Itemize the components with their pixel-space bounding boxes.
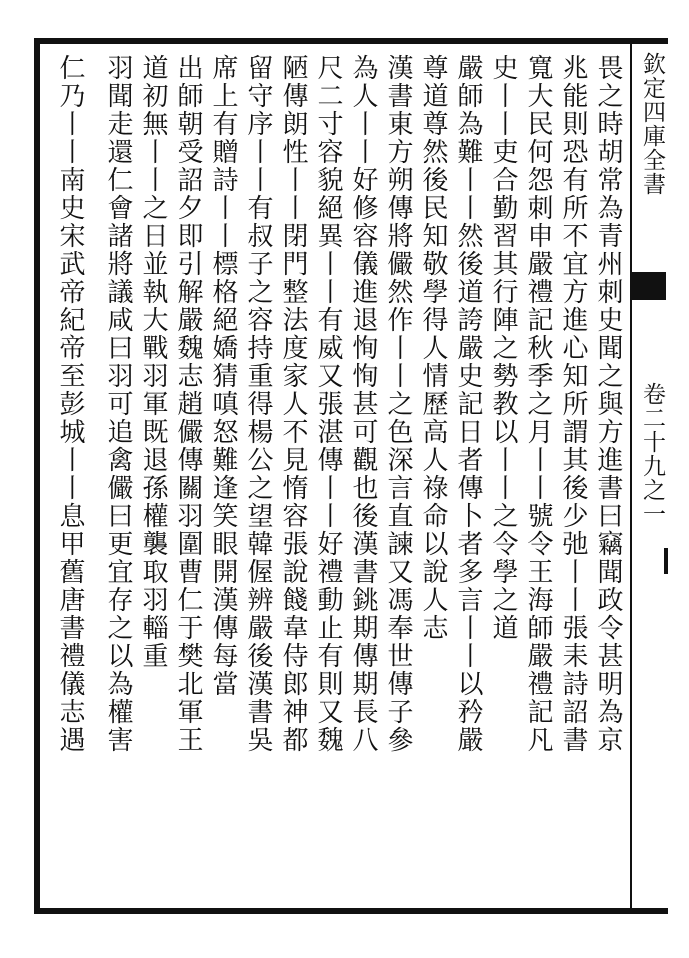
edge-mark: [664, 548, 668, 574]
text-column: 羽聞走還仁會諸將議咸曰羽可追禽儼曰更宜存之以為權害: [103, 54, 133, 754]
text-column: 出師朝受詔夕即引解嚴魏志趙儼傳關羽圍曹仁于樊北軍王: [173, 54, 203, 754]
fishtail-mark: [632, 272, 666, 300]
frame-left-rule: [34, 38, 40, 914]
text-column: 寬大民何怨刺申嚴禮記秋季之月丨丨號令王海師嚴禮記凡: [523, 54, 553, 754]
text-column: 留守序丨丨有叔子之容持重得楊公之望韓偓辨嚴後漢書吳: [243, 54, 273, 754]
frame-bottom-rule: [34, 908, 668, 914]
text-column: 席上有贈詩丨丨標格絕嬌猜嗔怒難逢笑眼開漢傳每當: [208, 54, 238, 698]
text-column: 尊道尊然後民知敬學得人情歷高人祿命以說人志: [418, 54, 448, 642]
centre-strip-rule: [630, 38, 632, 914]
text-column: 畏之時胡常為青州刺史聞之與方進書曰竊聞政令甚明為京: [593, 54, 623, 754]
text-column: 兆能則恐有所不宜方進心知所謂其後少弛丨丨張耒詩詔書: [558, 54, 588, 754]
text-column: 道初無丨丨之日並執大戰羽軍既退孫權襲取羽輜重: [138, 54, 168, 670]
text-column: 陋傳朗性丨丨閉門整法度家人不見惰容張說餞韋侍郎神都: [278, 54, 308, 754]
text-column: 漢書東方朔傳將儼然作丨丨之色深言直諫又馮奉世傳子參: [383, 54, 413, 754]
frame-top-rule: [34, 38, 668, 44]
text-column: 仁乃丨丨南史宋武帝紀帝至彭城丨丨息甲舊唐書禮儀志遇: [55, 54, 85, 754]
text-column: 尺二寸容貌絕異丨丨有威又張湛傳丨丨好禮動止有則又魏: [313, 54, 343, 754]
text-column: 嚴師為難丨丨然後道誇嚴史記日者傳卜者多言丨丨以矜嚴: [453, 54, 483, 754]
text-column: 史丨丨吏合勤習其行陣之勢教以丨丨之令學之道: [488, 54, 518, 642]
volume-number: 卷二十九之一: [639, 382, 665, 526]
running-title: 欽定四庫全書: [639, 52, 665, 196]
text-column: 為人丨丨好修容儀進退恂恂甚可觀也後漢書銚期傳期長八: [348, 54, 378, 754]
